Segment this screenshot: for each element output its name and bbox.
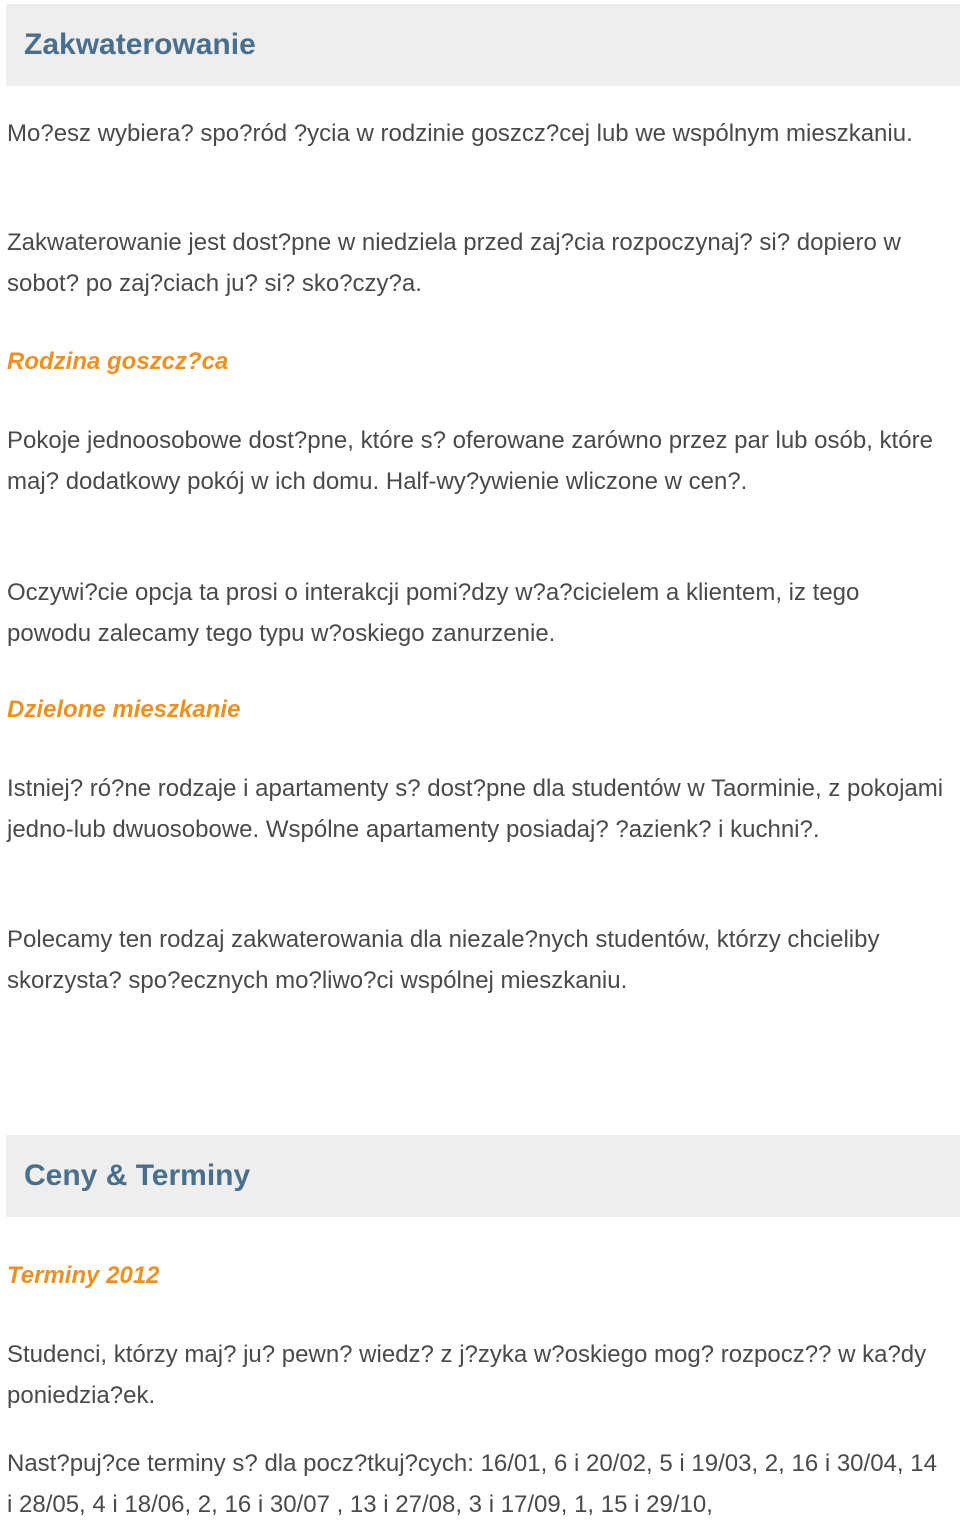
shared-flat-paragraph: Polecamy ten rodzaj zakwaterowania dla niezale?nych studentów, którzy chcieliby skorzysta? spo?ecznych mo?liwo?ci wspólnej mieszkaniu. bbox=[7, 926, 880, 994]
terms-dates-paragraph: Nast?puj?ce terminy s? dla pocz?tkuj?cych: 16/01, 6 i 20/02, 5 i 19/03, 2, 16 i 30/04, 14 i 28/05, 4 i 18/06, 2, 16 i 30/07 , 13 i 27/08, 3 i 17/09, 1, 15 i 29/10, bbox=[7, 1450, 937, 1518]
subsection-heading-shared-flat: Dzielone mieszkanie bbox=[7, 696, 241, 723]
intro-paragraph: Zakwaterowanie jest dost?pne w niedziela przed zaj?cia rozpoczynaj? si? dopiero w sobot? po zaj?ciach ju? si? sko?czy?a. bbox=[7, 229, 901, 297]
subsection-heading-terms-2012: Terminy 2012 bbox=[7, 1262, 160, 1289]
host-family-paragraph: Oczywi?cie opcja ta prosi o interakcji pomi?dzy w?a?cicielem a klientem, iz tego powodu zalecamy tego typu w?oskiego zanurzenie. bbox=[7, 579, 860, 647]
section-title: Ceny & Terminy bbox=[24, 1159, 251, 1192]
subsection-heading-host-family: Rodzina goszcz?ca bbox=[7, 348, 229, 375]
terms-paragraph: Studenci, którzy maj? ju? pewn? wiedz? z j?zyka w?oskiego mog? rozpocz?? w ka?dy poniedzia?ek. bbox=[7, 1341, 927, 1409]
host-family-paragraph: Pokoje jednoosobowe dost?pne, które s? oferowane zarówno przez par lub osób, które maj? dodatkowy pokój w ich domu. Half-wy?ywienie wliczone w cen?. bbox=[7, 427, 933, 495]
section-title: Zakwaterowanie bbox=[24, 28, 256, 61]
shared-flat-paragraph: Istniej? ró?ne rodzaje i apartamenty s? dost?pne dla studentów w Taorminie, z pokojami jedno-lub dwuosobowe. Wspólne apartamenty posiadaj? ?azienk? i kuchni?. bbox=[7, 775, 944, 843]
section-header-ceny-terminy bbox=[6, 1135, 960, 1217]
section-header-zakwaterowanie bbox=[6, 4, 960, 86]
intro-paragraph: Mo?esz wybiera? spo?ród ?ycia w rodzinie goszcz?cej lub we wspólnym mieszkaniu. bbox=[7, 120, 913, 147]
